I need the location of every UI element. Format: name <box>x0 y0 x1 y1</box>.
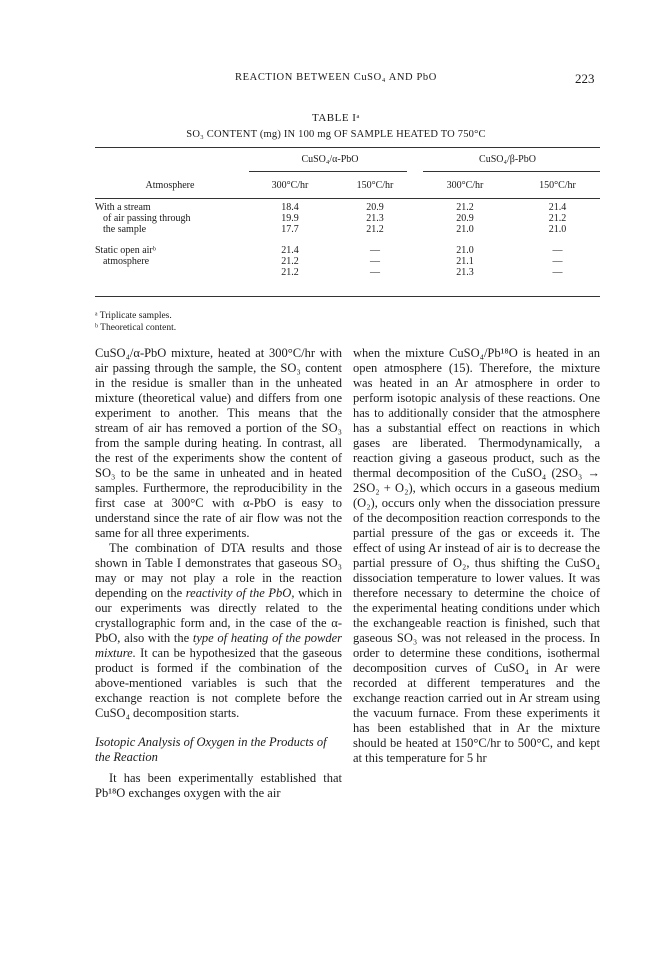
left-column <box>95 346 342 801</box>
right-column <box>353 346 600 766</box>
column-header: Atmosphere <box>145 179 195 191</box>
table-top-rule <box>95 147 600 148</box>
table-cell: 17.7 <box>281 224 299 235</box>
table-cell: 21.0 <box>456 245 474 256</box>
section-heading: Isotopic Analysis of Oxygen in the Products of the Reaction <box>95 735 327 764</box>
column-header: 300°C/hr <box>271 179 309 191</box>
table-cell: 21.2 <box>548 213 567 224</box>
table-row <box>95 267 600 278</box>
table-cell: With a stream <box>95 202 151 213</box>
running-head: REACTION BETWEEN CuSO₄ AND PbO <box>235 72 437 83</box>
column-header: 300°C/hr <box>446 179 484 191</box>
table-cell: — <box>552 267 563 278</box>
table-cell: 21.2 <box>456 202 474 213</box>
table-cell: Static open airᵇ <box>95 245 156 256</box>
table-cell: — <box>370 267 380 278</box>
table-row <box>95 213 600 224</box>
paragraph: It has been experimentally established that Pb¹⁸O exchanges oxygen with the air <box>95 771 342 800</box>
footnote: ᵇ Theoretical content. <box>95 323 177 333</box>
table-bottom-rule <box>95 296 600 297</box>
column-header: 150°C/hr <box>539 179 576 191</box>
table-cell: of air passing through <box>103 213 191 224</box>
group-header-alpha: CuSO₄/α-PbO <box>301 154 359 165</box>
table-row <box>95 256 600 267</box>
table-cell: 21.3 <box>456 267 474 278</box>
table-cell: 21.0 <box>456 224 474 235</box>
table-cell: 20.9 <box>366 202 384 213</box>
table-cell: 20.9 <box>456 213 474 224</box>
table-footnotes <box>95 310 176 334</box>
table-cell: 21.0 <box>548 224 567 235</box>
table-cell: 21.1 <box>456 256 474 267</box>
table-cell: — <box>370 256 380 267</box>
table-row <box>95 245 600 256</box>
table-cell: 21.4 <box>281 245 299 256</box>
table-cell: atmosphere <box>103 256 150 267</box>
table-cell: 21.4 <box>548 202 567 213</box>
table-cell <box>95 267 245 278</box>
table-title: TABLE Iᵃ <box>312 112 360 124</box>
footnote: ᵃ Triplicate samples. <box>95 311 172 321</box>
paragraph: when the mixture CuSO₄/Pb¹⁸O is heated in an open atmosphere (15). Therefore, the mixture was heated in an Ar atmosphere in order to perform isotopic analysis of these reactions. One has to additionally consider that the atmosphere has a substantial effect on reactions in which gases are liberated. Thermodynamically, a reaction giving a gaseous product, such as the thermal decomposition of the CuSO₄ (2SO₃ → 2SO₂ + O₂), which occurs in a gaseous medium (O₂), occurs only when the dissociation pressure of the decomposition reaction corresponds to the partial pressure of the gas or exceeds it. The effect of using Ar instead of air is to decrease the partial pressure of O₂, thus shifting the CuSO₄ dissociation temperature to lower values. It was therefore necessary to determine the choice of the experimental heating conditions under which the exchangeable reaction is finished, such that gaseous SO₃ was not released in the process. In order to determine these conditions, isothermal decomposition curves of CuSO₄ in Ar were recorded at different temperatures and the exchange reaction carried out in Ar stream using the vacuum furnace. From these experiments it has been established that in Ar the mixture should be heated at 150°C/hr to 500°C, and kept at this temperature for 5 hr <box>353 346 600 765</box>
table-cell: 21.2 <box>281 267 299 278</box>
data-table <box>95 150 600 278</box>
page-number: 223 <box>575 71 595 86</box>
table-row <box>95 202 600 213</box>
table-row <box>95 224 600 235</box>
paragraph: CuSO₄/α-PbO mixture, heated at 300°C/hr with air passing through the sample, the SO₃ content in the residue is smaller than in the unheated mixture (theoretical value) and differs from one experiment to another. This means that the stream of air has removed a portion of the SO₃ from the sample during heating. In contrast, all the rest of the experiments show the content of SO₃ to be the same in unheated and in heated samples. Furthermore, the reproducibility in the first case at 300°C with α-PbO is easy to understand since the rate of air flow was not the same for all three experiments. <box>95 346 342 540</box>
table-cell: the sample <box>103 224 147 235</box>
table-cell: 19.9 <box>281 213 299 224</box>
table-cell: 21.2 <box>366 224 384 235</box>
table-cell: 21.3 <box>366 213 384 224</box>
table-cell: 18.4 <box>281 202 299 213</box>
table-caption: SO₃ CONTENT (mg) IN 100 mg OF SAMPLE HEATED TO 750°C <box>186 129 486 140</box>
table-cell: — <box>552 245 563 256</box>
column-header: 150°C/hr <box>356 179 394 191</box>
table-cell: 21.2 <box>281 256 299 267</box>
page-header <box>0 72 672 92</box>
paragraph: The combination of DTA results and those shown in Table I demonstrates that gaseous SO₃ may or may not play a role in the reaction depending on the reactivity of the PbO, which in our experiments was directly related to the crystallographic form and, in the case of the α-PbO, also with the type of heating of the powder mixture. It can be hypothesized that the gaseous product is formed if the combination of the above-mentioned variables is such that the exchange reaction is not complete before the CuSO₄ decomposition starts. <box>95 541 343 720</box>
group-header-beta: CuSO₄/β-PbO <box>479 154 536 165</box>
table-cell: — <box>552 256 563 267</box>
table-cell: — <box>370 245 380 256</box>
